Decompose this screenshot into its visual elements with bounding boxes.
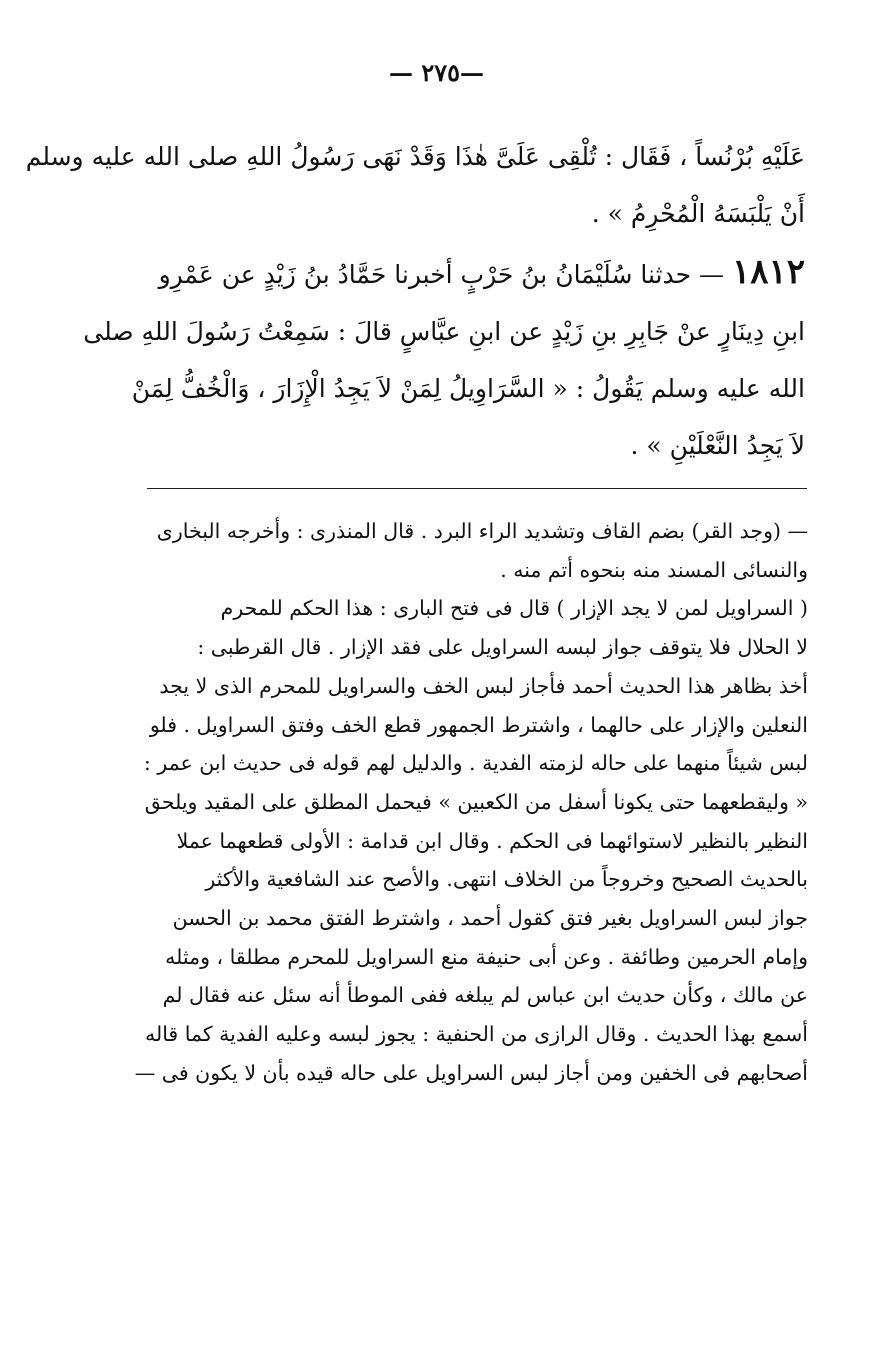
commentary-line: ( السراويل لمن لا يجد الإزار ) قال فى فتح البارى : هذا الحكم للمحرم xyxy=(220,596,808,621)
commentary-line: « وليقطعهما حتى يكونا أسفل من الكعبين » فيحمل المطلق على المقيد ويلحق xyxy=(144,789,808,814)
hadith-line: ابنِ دِينَارٍ عنْ جَابِرِ بنِ زَيْدٍ عن ابنِ عبَّاسٍ قالَ : سَمِعْتُ رَسُولَ اللهِ صلى xyxy=(83,317,805,346)
hadith-line xyxy=(140,244,805,303)
commentary-line: والنسائى المسند منه بنحوه أتم منه . xyxy=(500,557,808,582)
hadith-line: الله عليه وسلم يَقُولُ : « السَّرَاوِيلُ لِمَنْ لاَ يَجِدُ الْإِزَارَ ، وَالْخُفُّ لِمَنْ xyxy=(131,374,805,403)
commentary-line: أخذ بظاهر هذا الحديث أحمد فأجاز لبس الخف والسراويل للمحرم الذى لا يجد xyxy=(159,673,808,698)
hadith-1812 xyxy=(83,244,805,474)
hadith-line: عَلَيْهِ بُرْنُساً ، فَقَال : تُلْقِى عَلَىَّ هٰذَا وَقَدْ نَهَى رَسُولُ اللهِ صلى الله عليه وسلم xyxy=(25,142,805,171)
commentary-line: أسمع بهذا الحديث . وقال الرازى من الحنفية : يجوز لبسه وعليه الفدية كما قاله xyxy=(144,1022,808,1047)
commentary-line: أصحابهم فى الخفين ومن أجاز لبس السراويل على حاله قيده بأن لا يكون فى — xyxy=(134,1060,808,1085)
hadith-continuation xyxy=(25,128,805,242)
commentary-line: لبس شيئاً منهما على حاله لزمته الفدية . والدليل لهم قوله فى حديث ابن عمر : xyxy=(143,751,808,776)
commentary-line: جواز لبس السراويل بغير فتق كقول أحمد ، واشترط الفتق محمد بن الحسن xyxy=(172,906,808,931)
commentary-line: — (وجد القر) بضم القاف وتشديد الراء البرد . قال المنذرى : وأخرجه البخارى xyxy=(156,519,808,543)
commentary-line: لا الحلال فلا يتوقف جواز لبسه السراويل على فقد الإزار . قال القرطبى : xyxy=(197,635,808,660)
commentary-line: عن مالك ، وكأن حديث ابن عباس لم يبلغه ففى الموطأ أنه سئل عنه فقال لم xyxy=(162,983,808,1008)
commentary-block xyxy=(134,512,808,1093)
commentary-line: النظير بالنظير لاستوائهما فى الحكم . وقال ابن قدامة : الأولى قطعهما عملا xyxy=(176,828,808,853)
hadith-number: ١٨١٢ xyxy=(731,252,805,292)
commentary-line: بالحديث الصحيح وخروجاً من الخلاف انتهى. والأصح عند الشافعية والأكثر xyxy=(205,867,808,892)
commentary-line: النعلين والإزار على حالهما ، واشترط الجمهور قطع الخف وفتق السراويل . فلو xyxy=(149,712,808,737)
hadith-line-text: — حدثنا سُلَيْمَانُ بنُ حَرْبٍ أخبرنا حَمَّادُ بنُ زَيْدٍ عن عَمْرِو xyxy=(158,260,724,289)
footnote-divider xyxy=(147,488,807,489)
commentary-line: وإمام الحرمين وطائفة . وعن أبى حنيفة منع السراويل للمحرم مطلقا ، ومثله xyxy=(165,944,808,969)
hadith-line: لاَ يَجِدُ النَّعْلَيْنِ » . xyxy=(630,431,805,460)
page-number: — ٢٧٥— xyxy=(388,58,485,87)
hadith-line: أَنْ يَلْبَسَهُ الْمُحْرِمُ » . xyxy=(591,199,805,228)
